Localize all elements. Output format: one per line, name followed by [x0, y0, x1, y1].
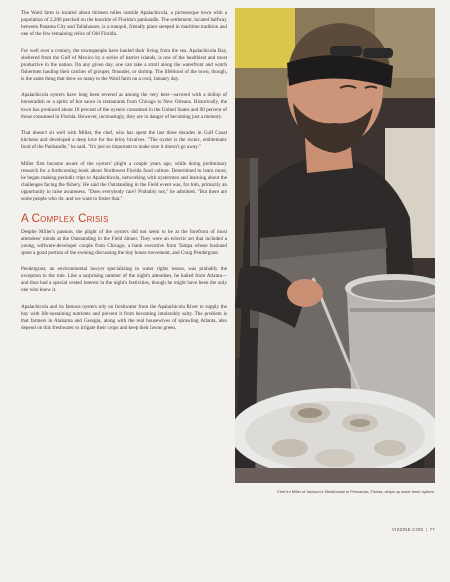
- paragraph-4: That doesn't sit well with Miller, the chef, who has spent the last three decades in Gulf Coast kitchens and developed a deep love for the briny bivalves. "The oyster is the iconic, emblematic food of the Panhandle," he said. "It's just so important to make sure it doesn't go away.": [21, 130, 227, 151]
- chef-photo-illustration: [235, 8, 435, 483]
- page-number: 77: [429, 527, 435, 532]
- footer-site: VISZINE.COM: [391, 527, 424, 532]
- paragraph-5: Miller first became aware of the oysters' plight a couple years ago, while doing preliminary research for a forthcoming book about Northwest Florida food culture. Determined to learn more, he began making periodic trips to Apalachicola, networking with oystermen and learning about the challenges facing the fishery. He said the Outstanding in the Field event was, for him, primarily an opportunity to raise awareness. "Does everybody care? Probably not," he admitted. "But there are some people who do, and we want to foster that.": [21, 160, 227, 202]
- photo-caption: Chef Irv Miller of Jackson's Steakhouse in Pensacola, Florida, whips up some fresh oysters.: [277, 489, 435, 494]
- paragraph-3: Apalachicola oysters have long been revered as among the very best—savored with a dollop of horseradish or a spritz of hot sauce in restaurants from Chicago to New Orleans. Historically, the town has produced about 10 percent of the oysters consumed in the United States and 90 percent of those consumed in Florida. However, increasingly, they are in danger of becoming just a memory.: [21, 92, 227, 120]
- paragraph-1: The Ward farm is located about thirteen miles outside Apalachicola, a picturesque town with a population of 2,200 perched on the knuckle of Florida's panhandle. The settlement, located halfway between Panama City and Tallahassee, is a tranquil, friendly place steeped in maritime tradition and one of the few remaining relics of Old Florida.: [21, 10, 227, 38]
- paragraph-7: Pendergrast, an environmental lawyer specializing in water rights issues, was probably the exception to the rule. Like a surprising number of the night's attendees, he hailed from Atlanta—and thus had a special vested interest in the night's festivities, though he might have been the only one who knew it.: [21, 266, 227, 294]
- paragraph-6: Despite Miller's passion, the plight of the oysters did not seem to be at the forefront of most attendees' minds at the Outstanding in the Field dinner. They were an eclectic set that included a young, software-developer couple from Chicago, a bank executive from Tampa whose husband spent a good portion of the evening discussing the tiny house movement, and Craig Pendergrast.: [21, 228, 227, 256]
- chef-photo: [235, 8, 435, 483]
- page-footer: [360, 527, 435, 532]
- section-heading: A Complex Crisis: [21, 212, 109, 225]
- article-body: [21, 10, 227, 332]
- paragraph-8: Apalachicola and its famous oysters rely on freshwater from the Apalachicola River to supply the bay with life-sustaining nutrients and prevent it from becoming intolerably salty. The problem is that farmers in Alabama and Georgia, along with the real housewives of sprawling Atlanta, also depend on this freshwater to irrigate their crops and keep their lawns green.: [21, 303, 227, 332]
- footer-separator: |: [425, 527, 428, 532]
- paragraph-2: For well over a century, the townspeople have hauled their living from the sea. Apalachicola Bay, sheltered from the Gulf of Mexico by a series of barrier islands, is one of the healthiest and most productive in the nation. On any given day, one can take a stroll along the waterfront and watch fishermen hauling their catches of grouper, flounder, or shrimp. The lifeblood of the town, though, is the same thing that drew so many to the Ward farm on a cool, January day.: [21, 47, 227, 82]
